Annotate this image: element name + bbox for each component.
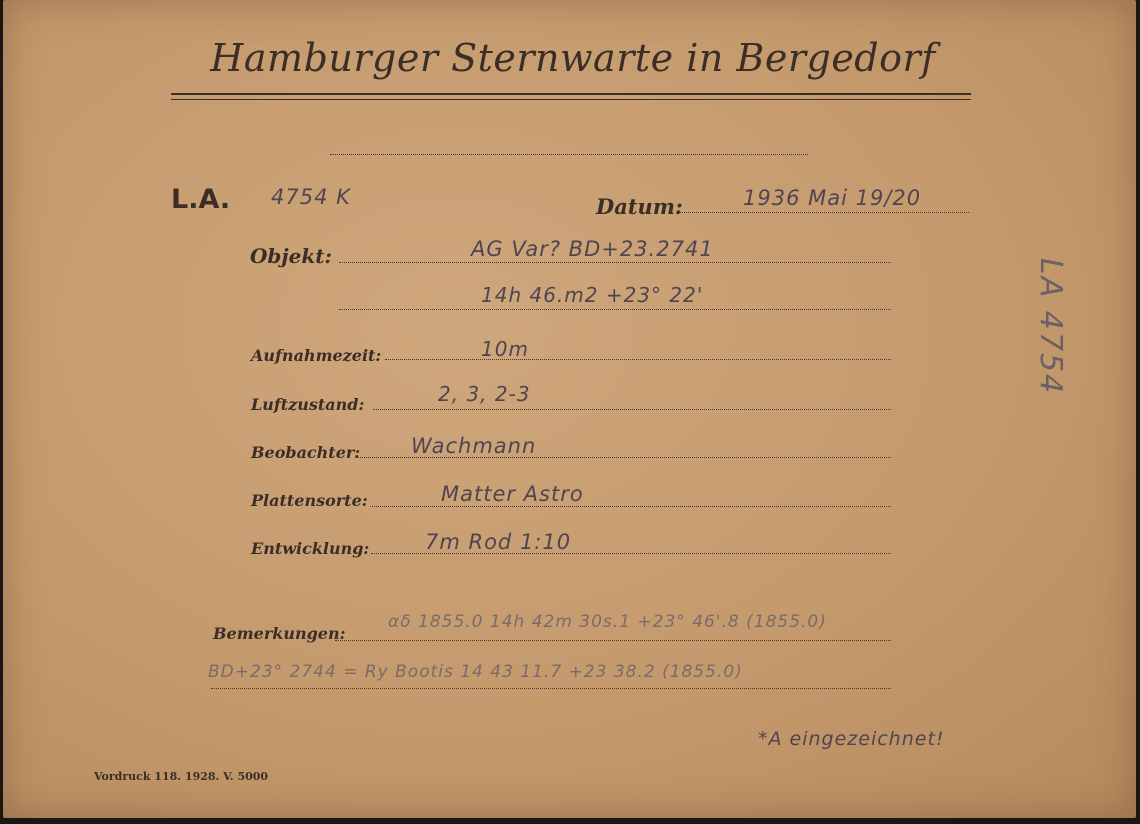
bemerkungen-value-1: αδ 1855.0 14h 42m 30s.1 +23° 46'.8 (1855.0) bbox=[388, 612, 827, 632]
side-annotation: LA 4754 bbox=[1033, 258, 1068, 396]
plattensorte-line bbox=[370, 506, 891, 507]
aufnahmezeit-value: 10m bbox=[481, 337, 529, 361]
beobachter-label: Beobachter: bbox=[251, 443, 361, 462]
luftzustand-line bbox=[373, 409, 891, 410]
handwritten-note: *A eingezeichnet! bbox=[758, 728, 945, 750]
plattensorte-value: Matter Astro bbox=[441, 482, 584, 506]
aufnahmezeit-label: Aufnahmezeit: bbox=[251, 346, 382, 365]
la-label: L.A. bbox=[171, 184, 231, 215]
print-note: Vordruck 118. 1928. V. 5000 bbox=[94, 770, 269, 783]
luftzustand-value: 2, 3, 2-3 bbox=[438, 382, 531, 406]
title-rule-thin bbox=[171, 99, 971, 100]
datum-label: Datum: bbox=[596, 194, 683, 219]
entwicklung-value: 7m Rod 1:10 bbox=[425, 530, 572, 554]
bemerkungen-line-2 bbox=[211, 688, 891, 689]
bemerkungen-label: Bemerkungen: bbox=[213, 624, 346, 643]
blank-line bbox=[330, 154, 808, 155]
objekt-value-1: AG Var? BD+23.2741 bbox=[471, 237, 714, 261]
plattensorte-label: Plattensorte: bbox=[251, 491, 368, 510]
title-rule-thick bbox=[171, 93, 971, 95]
objekt-line-1 bbox=[339, 262, 891, 263]
aufnahmezeit-line bbox=[385, 359, 891, 360]
beobachter-value: Wachmann bbox=[411, 434, 537, 458]
la-value: 4754 K bbox=[271, 185, 351, 209]
page-title: Hamburger Sternwarte in Bergedorf bbox=[210, 36, 936, 80]
objekt-value-2: 14h 46.m2 +23° 22' bbox=[481, 283, 704, 307]
objekt-line-2 bbox=[339, 309, 891, 310]
datum-line bbox=[679, 212, 969, 213]
entwicklung-label: Entwicklung: bbox=[251, 539, 370, 558]
datum-value: 1936 Mai 19/20 bbox=[743, 186, 922, 210]
luftzustand-label: Luftzustand: bbox=[251, 395, 365, 414]
bemerkungen-value-2: BD+23° 2744 = Ry Bootis 14 43 11.7 +23 38.2 (1855.0) bbox=[208, 662, 743, 682]
plate-envelope bbox=[3, 0, 1136, 818]
bemerkungen-line-1 bbox=[335, 640, 891, 641]
objekt-label: Objekt: bbox=[250, 244, 332, 268]
